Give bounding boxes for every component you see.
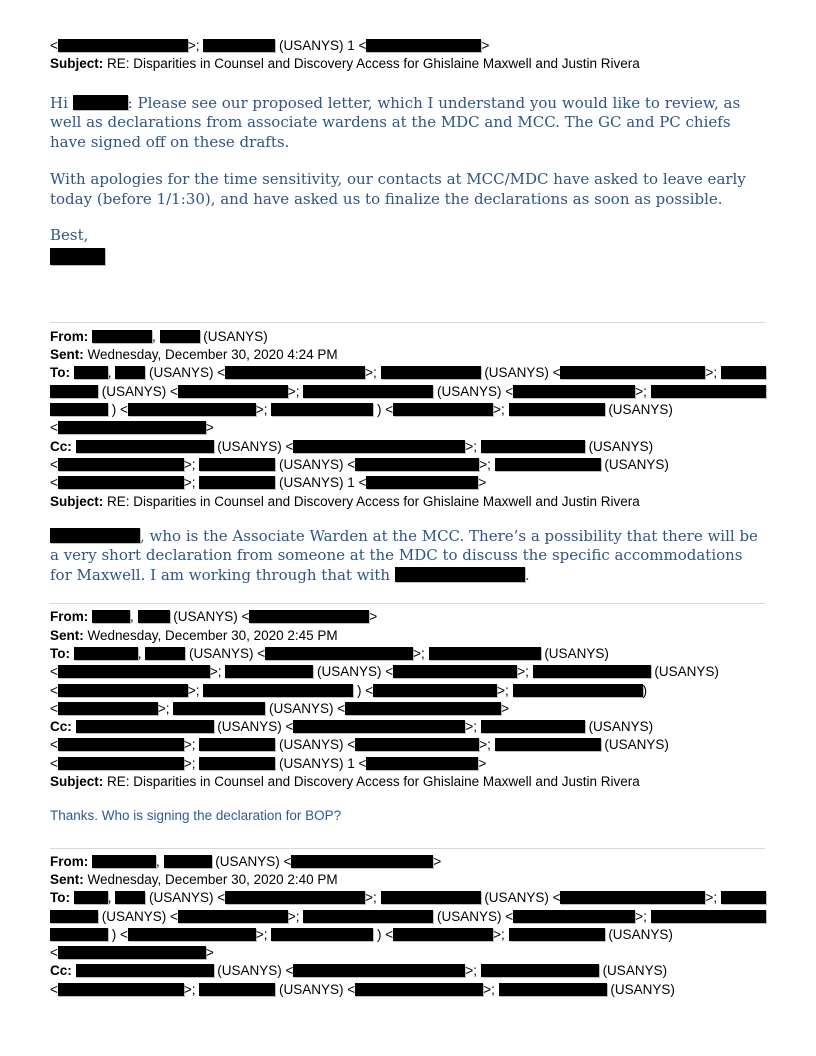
text-run: >; [255, 402, 272, 418]
redaction-bar [513, 684, 643, 697]
section-divider [50, 322, 765, 323]
text-run: (USANYS) < [265, 700, 346, 716]
text-run: (USANYS) [584, 719, 654, 735]
redaction-bar [199, 458, 275, 471]
redaction-bar [651, 910, 766, 923]
redaction-bar [178, 910, 288, 923]
text-run: >; [465, 719, 481, 735]
text-run: < [50, 981, 58, 997]
header-line [50, 493, 766, 511]
redaction-bar [128, 403, 256, 416]
text-run: >; [493, 926, 509, 942]
redaction-bar [115, 366, 145, 379]
text-run: >; [209, 664, 226, 680]
redaction-bar [92, 855, 156, 868]
text-run: >; [635, 383, 651, 399]
text-run: (USANYS) [540, 645, 609, 661]
text-run: (USANYS) < [145, 890, 226, 906]
text-run: >; [187, 682, 204, 698]
text-run: Wednesday, December 30, 2020 2:40 PM [87, 871, 338, 887]
text-run: (USANYS) < [480, 890, 561, 906]
text-run: , [107, 365, 116, 381]
redaction-bar [345, 702, 501, 715]
redaction-bar [293, 964, 465, 977]
text-run: (USANYS) < [433, 908, 514, 924]
text-run: ) < [108, 402, 128, 418]
redaction-bar [199, 476, 275, 489]
field-label: Sent: [50, 347, 88, 363]
field-label: From: [50, 609, 92, 625]
redaction-bar [293, 720, 465, 733]
redaction-bar [481, 440, 585, 453]
text-run: >; [493, 402, 509, 418]
text-run: ) < [108, 926, 128, 942]
text-run: >; [483, 981, 499, 997]
text-run: Thanks. Who is signing the declaration for BOP? [50, 808, 342, 824]
redaction-bar [58, 983, 184, 996]
text-run: (USANYS) [584, 438, 654, 454]
redaction-bar [651, 385, 766, 398]
text-run: (USANYS) < [313, 664, 394, 680]
text-run: >; [705, 365, 721, 381]
header-line [50, 944, 766, 962]
text-run: ) < [353, 682, 374, 698]
redaction-bar [76, 964, 214, 977]
redaction-bar [58, 946, 206, 959]
redaction-bar [225, 366, 365, 379]
redaction-bar [203, 39, 275, 52]
redaction-bar [128, 928, 256, 941]
redaction-bar [203, 684, 353, 697]
header-line [50, 383, 766, 401]
header-line [50, 853, 766, 871]
text-run: Wednesday, December 30, 2020 4:24 PM [87, 347, 338, 363]
email-header-block [50, 37, 766, 74]
email-body-paragraph [50, 527, 766, 586]
field-label: Cc: [50, 963, 76, 979]
text-run: > [205, 945, 214, 961]
redaction-bar [58, 684, 188, 697]
email-header-block [50, 853, 766, 999]
text-run: , [107, 890, 116, 906]
redaction-bar [509, 403, 605, 416]
redaction-bar [115, 891, 145, 904]
redaction-bar [366, 476, 478, 489]
text-run: < [50, 664, 58, 680]
redaction-bar [355, 458, 479, 471]
text-run: >; [517, 664, 533, 680]
field-label: From: [50, 328, 92, 344]
text-run: (USANYS) [606, 981, 675, 997]
redaction-bar [393, 665, 517, 678]
redaction-bar [366, 39, 481, 52]
redaction-bar [164, 855, 212, 868]
redaction-bar [58, 702, 158, 715]
redaction-bar [199, 757, 275, 770]
text-run: ) [642, 682, 648, 698]
header-line [50, 926, 766, 944]
redaction-bar [271, 928, 373, 941]
section-divider [50, 848, 765, 849]
text-run: Hi [50, 93, 73, 112]
redaction-bar [50, 910, 98, 923]
redaction-bar [303, 385, 433, 398]
text-run: > [205, 420, 214, 436]
text-run: (USANYS) [604, 402, 673, 418]
text-run: >; [497, 682, 513, 698]
redaction-bar [393, 403, 493, 416]
header-line [50, 37, 766, 55]
text-run: < [50, 737, 58, 753]
header-line [50, 328, 766, 346]
text-run: (USANYS) < [213, 719, 294, 735]
redaction-bar [50, 385, 98, 398]
text-run: >; [479, 737, 495, 753]
header-line [50, 474, 766, 492]
redaction-bar [499, 983, 607, 996]
header-line [50, 682, 766, 700]
signature-redaction-block [50, 248, 766, 266]
text-run: > [478, 475, 487, 491]
redaction-bar [495, 738, 601, 751]
redaction-bar [76, 440, 214, 453]
text-run: < [50, 456, 58, 472]
redaction-bar [265, 647, 413, 660]
field-label: Cc: [50, 438, 76, 454]
redaction-bar [381, 366, 481, 379]
text-run: > [501, 700, 510, 716]
header-line [50, 248, 766, 266]
email-header-block [50, 608, 766, 791]
text-run: . [524, 565, 530, 584]
header-line [50, 736, 766, 754]
text-run: >; [183, 456, 200, 472]
text-run: (USANYS) < [275, 456, 356, 472]
redaction-bar [199, 983, 275, 996]
redaction-bar [225, 665, 313, 678]
text-run: (USANYS) < [433, 383, 514, 399]
redaction-bar [481, 720, 585, 733]
text-run: >; [479, 456, 495, 472]
text-run: ) < [373, 402, 394, 418]
header-line [50, 401, 766, 419]
redaction-bar [92, 610, 130, 623]
redaction-bar [381, 891, 481, 904]
redaction-bar [58, 665, 210, 678]
redaction-bar [50, 248, 105, 265]
text-run: RE: Disparities in Counsel and Discovery Access for Ghislaine Maxwell and Justin Rivera [107, 774, 640, 790]
text-run: (USANYS) < [98, 383, 178, 399]
redaction-bar [303, 910, 433, 923]
text-run: (USANYS) < [185, 645, 266, 661]
redaction-bar [481, 964, 599, 977]
text-run: (USANYS) < [211, 853, 292, 869]
text-run: (USANYS) 1 < [275, 755, 367, 771]
redaction-bar [560, 891, 705, 904]
header-line [50, 456, 766, 474]
field-label: Sent: [50, 627, 88, 643]
email-reply-line [50, 807, 766, 825]
redaction-bar [291, 855, 433, 868]
header-line [50, 346, 766, 364]
header-line [50, 773, 766, 791]
header-line [50, 627, 766, 645]
redaction-bar [50, 528, 140, 543]
text-run: (USANYS) < [480, 365, 561, 381]
header-line [50, 438, 766, 456]
field-label: Sent: [50, 871, 88, 887]
text-run: RE: Disparities in Counsel and Discovery Access for Ghislaine Maxwell and Justin Rivera [107, 56, 640, 72]
text-run: >; [183, 981, 200, 997]
text-run: (USANYS) [604, 926, 673, 942]
redaction-bar [513, 910, 635, 923]
text-run: < [50, 420, 58, 436]
text-run: < [50, 38, 58, 53]
redaction-bar [199, 738, 275, 751]
redaction-bar [58, 458, 184, 471]
text-run: >; [187, 38, 204, 53]
header-line [50, 700, 766, 718]
text-run: (USANYS) < [213, 963, 294, 979]
redaction-bar [92, 330, 152, 343]
text-run: >; [465, 438, 481, 454]
redaction-bar [74, 891, 108, 904]
text-run: Best, [50, 226, 89, 245]
redaction-bar [74, 647, 138, 660]
text-run: With apologies for the time sensitivity, our contacts at MCC/MDC have asked to leave early today (before 1/1:30), and have asked us to finalize the declarations as soon as possible. [50, 170, 746, 208]
redaction-bar [293, 440, 465, 453]
text-run: >; [255, 926, 272, 942]
email-body-paragraph [50, 94, 766, 153]
header-line [50, 908, 766, 926]
text-run: >; [183, 755, 200, 771]
header-line [50, 645, 766, 663]
text-run: >; [287, 908, 304, 924]
redaction-bar [73, 95, 128, 110]
field-label: Subject: [50, 774, 108, 790]
header-line [50, 419, 766, 437]
header-line [50, 663, 766, 681]
redaction-bar [495, 458, 601, 471]
header-line [50, 889, 766, 907]
redaction-bar [178, 385, 288, 398]
redaction-bar [225, 891, 365, 904]
text-run: > [481, 38, 490, 53]
redaction-bar [366, 757, 478, 770]
redaction-bar [355, 983, 483, 996]
text-run: > [433, 853, 442, 869]
field-label: Subject: [50, 56, 108, 72]
text-run: >; [705, 890, 721, 906]
redaction-bar [173, 702, 265, 715]
text-run: (USANYS) < [275, 981, 356, 997]
text-run: , [137, 645, 146, 661]
text-run: , [152, 328, 160, 344]
header-line [50, 608, 766, 626]
text-run: , who is the Associate Warden at the MCC. There’s a possibility that there will be a very short declaration from someone at the MDC to discuss the specific accommodations for Maxwell. I am working through that with [50, 526, 758, 584]
redaction-bar [50, 928, 108, 941]
text-run: (USANYS) < [169, 609, 250, 625]
text-run: , [130, 609, 138, 625]
text-run: >; [157, 700, 174, 716]
text-run: ) < [373, 926, 394, 942]
redaction-bar [58, 421, 206, 434]
header-line [50, 755, 766, 773]
field-label: Cc: [50, 719, 76, 735]
field-label: Subject: [50, 493, 108, 509]
text-run: (USANYS) < [213, 438, 294, 454]
text-run: (USANYS) [600, 456, 669, 472]
redaction-bar [145, 647, 185, 660]
redaction-bar [271, 403, 373, 416]
redaction-bar [58, 757, 184, 770]
email-body-paragraph [50, 226, 766, 246]
text-run: >; [183, 475, 200, 491]
redaction-bar [50, 403, 108, 416]
text-run: < [50, 700, 58, 716]
redaction-bar [429, 647, 541, 660]
text-run: >; [413, 645, 429, 661]
redaction-bar [138, 610, 170, 623]
text-run: < [50, 682, 58, 698]
text-run: >; [365, 365, 381, 381]
redaction-bar [76, 720, 214, 733]
text-run: (USANYS) 1 < [275, 475, 367, 491]
text-run: >; [635, 908, 651, 924]
field-label: To: [50, 890, 74, 906]
text-run: , [156, 853, 164, 869]
text-run: (USANYS) < [275, 737, 356, 753]
redaction-bar [395, 567, 525, 582]
text-run: (USANYS) [598, 963, 668, 979]
redaction-bar [373, 684, 497, 697]
text-run: (USANYS) [199, 328, 268, 344]
text-run: >; [287, 383, 304, 399]
text-run: < [50, 755, 58, 771]
field-label: To: [50, 365, 74, 381]
text-run: (USANYS) 1 < [275, 38, 367, 53]
text-run: >; [365, 890, 381, 906]
text-run: (USANYS) [650, 664, 719, 680]
redaction-bar [393, 928, 493, 941]
text-run: : Please see our proposed letter, which I understand you would like to review, as well as declarations from associate wardens at the MDC and MCC. The GC and PC chiefs have signed off on these drafts. [50, 93, 741, 151]
text-run: < [50, 945, 58, 961]
header-line [50, 55, 766, 73]
redaction-bar [533, 665, 651, 678]
redaction-bar [560, 366, 705, 379]
text-run: >; [465, 963, 481, 979]
redaction-bar [58, 476, 184, 489]
text-run: (USANYS) < [145, 365, 226, 381]
redaction-bar [355, 738, 479, 751]
text-run: > [478, 755, 487, 771]
redaction-bar [509, 928, 605, 941]
field-label: To: [50, 645, 74, 661]
header-line [50, 718, 766, 736]
header-line [50, 962, 766, 980]
redaction-bar [74, 366, 108, 379]
redaction-bar [58, 39, 188, 52]
text-run: < [50, 475, 58, 491]
redaction-bar [160, 330, 200, 343]
text-run: (USANYS) < [98, 908, 178, 924]
redaction-bar [721, 891, 766, 904]
email-header-block [50, 328, 766, 511]
text-run: RE: Disparities in Counsel and Discovery Access for Ghislaine Maxwell and Justin Rivera [107, 493, 640, 509]
text-run: > [369, 609, 378, 625]
redaction-bar [58, 738, 184, 751]
email-body-paragraph [50, 170, 766, 209]
header-line [50, 981, 766, 999]
text-run: >; [183, 737, 200, 753]
field-label: From: [50, 853, 92, 869]
header-line [50, 871, 766, 889]
section-divider [50, 603, 765, 604]
text-run: Wednesday, December 30, 2020 2:45 PM [87, 627, 338, 643]
header-line [50, 364, 766, 382]
redaction-bar [249, 610, 369, 623]
redaction-bar [721, 366, 766, 379]
redaction-bar [513, 385, 635, 398]
text-run: (USANYS) [600, 737, 669, 753]
